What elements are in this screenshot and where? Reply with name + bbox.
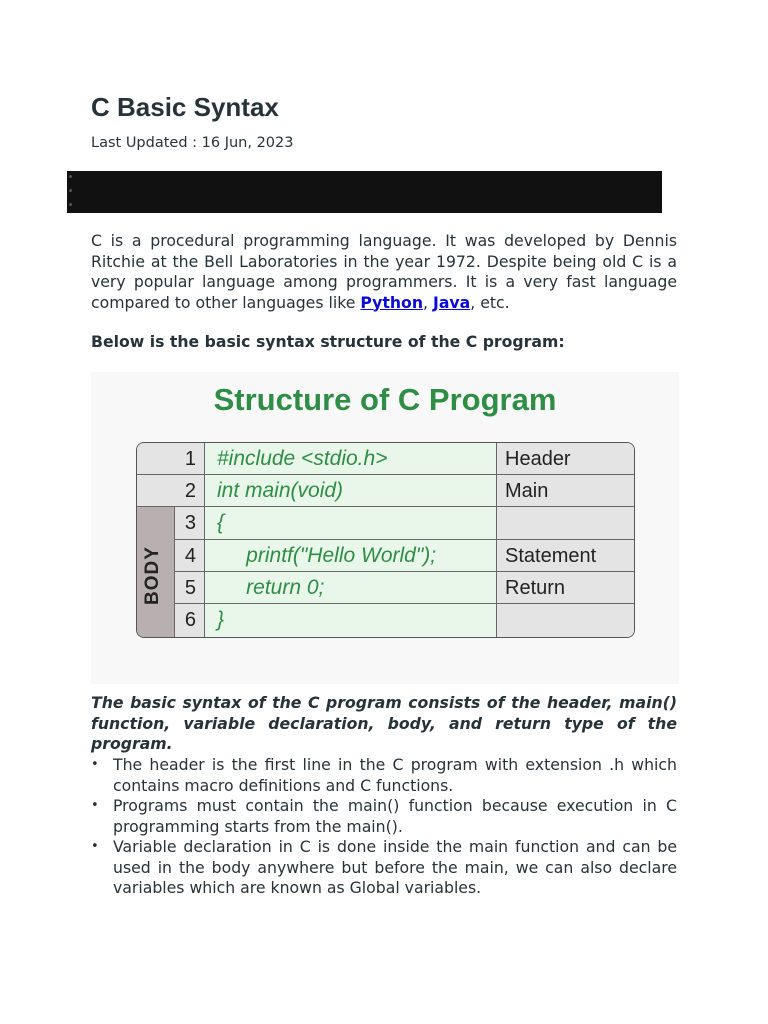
line-number: 3 bbox=[175, 507, 205, 540]
list-item: • Programs must contain the main() function because execution in C programming starts from the main(). bbox=[91, 796, 677, 837]
row-label: Statement bbox=[497, 540, 634, 572]
row-label: Main bbox=[497, 475, 634, 507]
last-updated: Last Updated : 16 Jun, 2023 bbox=[91, 135, 294, 151]
intro-text: C is a procedural programming language. It was developed by Dennis Ritchie at the Bell Laboratories in the year 1972. Despite being old C is a very popular language among programmers. It is a very fast language compared to other languages like bbox=[91, 231, 677, 312]
page-title: C Basic Syntax bbox=[91, 92, 279, 122]
list-item: • The header is the first line in the C program with extension .h which contains macro definitions and C functions. bbox=[91, 755, 677, 796]
ad-banner[interactable] bbox=[67, 171, 662, 213]
list-item: • Variable declaration in C is done inside the main function and can be used in the body anywhere but before the main, we can also declare variables which are known as Global variables. bbox=[91, 837, 677, 899]
row-label: Return bbox=[497, 572, 634, 604]
structure-figure bbox=[91, 372, 679, 684]
body-column bbox=[137, 507, 175, 637]
row-label: Header bbox=[497, 443, 634, 475]
summary-paragraph: The basic syntax of the C program consists of the header, main() function, variable declaration, body, and return type of the program. bbox=[91, 693, 677, 753]
code-line: #include <stdio.h> bbox=[205, 443, 497, 475]
line-number: 5 bbox=[175, 572, 205, 604]
row-label bbox=[497, 507, 634, 540]
banner-dot bbox=[69, 189, 72, 192]
figure-title: Structure of C Program bbox=[213, 382, 557, 417]
code-line: int main(void) bbox=[205, 475, 497, 507]
intro-text-end: , etc. bbox=[470, 292, 510, 312]
bullet-list bbox=[91, 755, 677, 899]
line-number: 1 bbox=[137, 443, 205, 475]
lead-sentence: Below is the basic syntax structure of the C program: bbox=[91, 332, 565, 351]
code-line: printf("Hello World"); bbox=[205, 540, 497, 572]
row-label bbox=[497, 604, 634, 637]
intro-paragraph bbox=[91, 231, 677, 313]
intro-separator: , bbox=[423, 292, 433, 312]
java-link[interactable]: Java bbox=[433, 292, 471, 312]
line-number: 2 bbox=[137, 475, 205, 507]
structure-table bbox=[136, 442, 635, 638]
body-label: BODY bbox=[142, 546, 163, 605]
code-line: { bbox=[205, 507, 497, 540]
line-number: 6 bbox=[175, 604, 205, 637]
code-line: } bbox=[205, 604, 497, 637]
banner-dot bbox=[69, 175, 72, 178]
line-number: 4 bbox=[175, 540, 205, 572]
python-link[interactable]: Python bbox=[360, 292, 424, 312]
banner-dot bbox=[69, 203, 72, 206]
code-line: return 0; bbox=[205, 572, 497, 604]
